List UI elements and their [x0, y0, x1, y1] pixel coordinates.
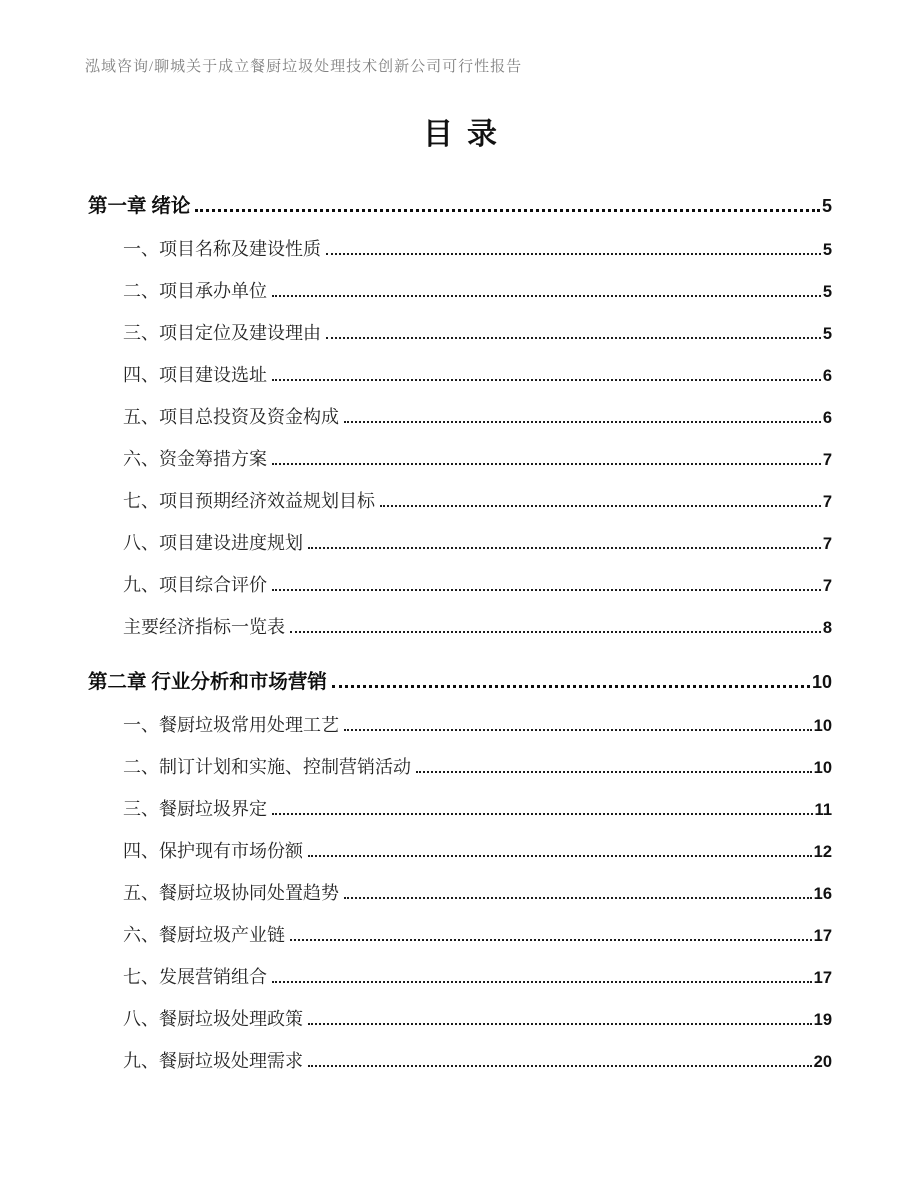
page-title: 目录 — [423, 118, 511, 151]
toc-entry-label: 一、餐厨垃圾常用处理工艺 — [123, 715, 339, 735]
toc-entry-page: 11 — [814, 801, 832, 819]
toc-entry-label: 六、资金筹措方案 — [123, 449, 267, 469]
toc-item-row[interactable] — [88, 998, 832, 1040]
dot-leader — [326, 253, 821, 255]
toc-entry-page: 10 — [813, 717, 832, 735]
toc-entry-label: 二、制订计划和实施、控制营销活动 — [123, 757, 411, 777]
toc-entry-page: 5 — [822, 325, 832, 343]
dot-leader — [380, 505, 821, 507]
toc-entry-page: 5 — [822, 241, 832, 259]
toc-item-row[interactable] — [88, 914, 832, 956]
toc-entry-label: 七、发展营销组合 — [123, 967, 267, 987]
toc-item-row[interactable] — [88, 606, 832, 648]
toc-entry-page: 8 — [822, 619, 832, 637]
toc-entry-label: 第二章 行业分析和市场营销 — [88, 672, 327, 693]
toc-item-row[interactable] — [88, 396, 832, 438]
toc-item-row[interactable] — [88, 830, 832, 872]
toc-entry-label: 四、保护现有市场份额 — [123, 841, 303, 861]
dot-leader — [272, 981, 812, 983]
toc-item-row[interactable] — [88, 788, 832, 830]
toc-item-row[interactable] — [88, 956, 832, 998]
toc-entry-label: 第一章 绪论 — [88, 196, 191, 217]
dot-leader — [308, 1065, 812, 1067]
toc-item-row[interactable] — [88, 438, 832, 480]
toc-item-row[interactable] — [88, 228, 832, 270]
toc-entry-page: 7 — [822, 535, 832, 553]
toc-entry-page: 17 — [813, 927, 832, 945]
dot-leader — [344, 729, 812, 731]
toc-entry-page: 5 — [821, 196, 832, 216]
toc-entry-label: 三、餐厨垃圾界定 — [123, 799, 267, 819]
toc-item-row[interactable] — [88, 312, 832, 354]
dot-leader — [416, 771, 812, 773]
dot-leader — [290, 939, 812, 941]
toc — [88, 184, 832, 1082]
toc-entry-label: 九、餐厨垃圾处理需求 — [123, 1051, 303, 1071]
dot-leader — [290, 631, 821, 633]
dot-leader — [308, 855, 812, 857]
toc-entry-label: 七、项目预期经济效益规划目标 — [123, 491, 375, 511]
toc-entry-label: 四、项目建设选址 — [123, 365, 267, 385]
toc-chapter-row[interactable] — [88, 184, 832, 228]
toc-entry-label: 五、餐厨垃圾协同处置趋势 — [123, 883, 339, 903]
toc-entry-page: 10 — [813, 759, 832, 777]
toc-item-row[interactable] — [88, 704, 832, 746]
toc-item-row[interactable] — [88, 480, 832, 522]
dot-leader — [308, 1023, 812, 1025]
toc-entry-label: 二、项目承办单位 — [123, 281, 267, 301]
dot-leader — [272, 463, 821, 465]
toc-item-row[interactable] — [88, 270, 832, 312]
toc-entry-label: 八、项目建设进度规划 — [123, 533, 303, 553]
toc-item-row[interactable] — [88, 564, 832, 606]
toc-entry-label: 五、项目总投资及资金构成 — [123, 407, 339, 427]
toc-entry-label: 九、项目综合评价 — [123, 575, 267, 595]
toc-entry-page: 12 — [813, 843, 832, 861]
toc-entry-page: 19 — [813, 1011, 832, 1029]
toc-entry-page: 7 — [822, 577, 832, 595]
toc-item-row[interactable] — [88, 522, 832, 564]
toc-entry-page: 6 — [822, 409, 832, 427]
dot-leader — [272, 379, 821, 381]
dot-leader — [326, 337, 821, 339]
dot-leader — [272, 589, 821, 591]
toc-entry-label: 八、餐厨垃圾处理政策 — [123, 1009, 303, 1029]
dot-leader — [332, 685, 810, 688]
toc-entry-label: 三、项目定位及建设理由 — [123, 323, 321, 343]
toc-entry-page: 20 — [813, 1053, 832, 1071]
toc-item-row[interactable] — [88, 746, 832, 788]
toc-entry-label: 一、项目名称及建设性质 — [123, 239, 321, 259]
toc-entry-page: 7 — [822, 493, 832, 511]
dot-leader — [344, 897, 812, 899]
toc-entry-label: 六、餐厨垃圾产业链 — [123, 925, 285, 945]
toc-item-row[interactable] — [88, 354, 832, 396]
dot-leader — [195, 209, 820, 212]
toc-entry-page: 7 — [822, 451, 832, 469]
toc-entry-page: 6 — [822, 367, 832, 385]
dot-leader — [308, 547, 821, 549]
toc-entry-page: 5 — [822, 283, 832, 301]
document-header-text: 泓域咨询/聊城关于成立餐厨垃圾处理技术创新公司可行性报告 — [85, 59, 523, 75]
toc-entry-page: 10 — [811, 672, 832, 692]
toc-chapter-row[interactable] — [88, 660, 832, 704]
dot-leader — [272, 295, 821, 297]
dot-leader — [344, 421, 821, 423]
toc-item-row[interactable] — [88, 872, 832, 914]
toc-entry-page: 17 — [813, 969, 832, 987]
toc-entry-label: 主要经济指标一览表 — [123, 617, 285, 637]
dot-leader — [272, 813, 813, 815]
toc-entry-page: 16 — [813, 885, 832, 903]
toc-item-row[interactable] — [88, 1040, 832, 1082]
